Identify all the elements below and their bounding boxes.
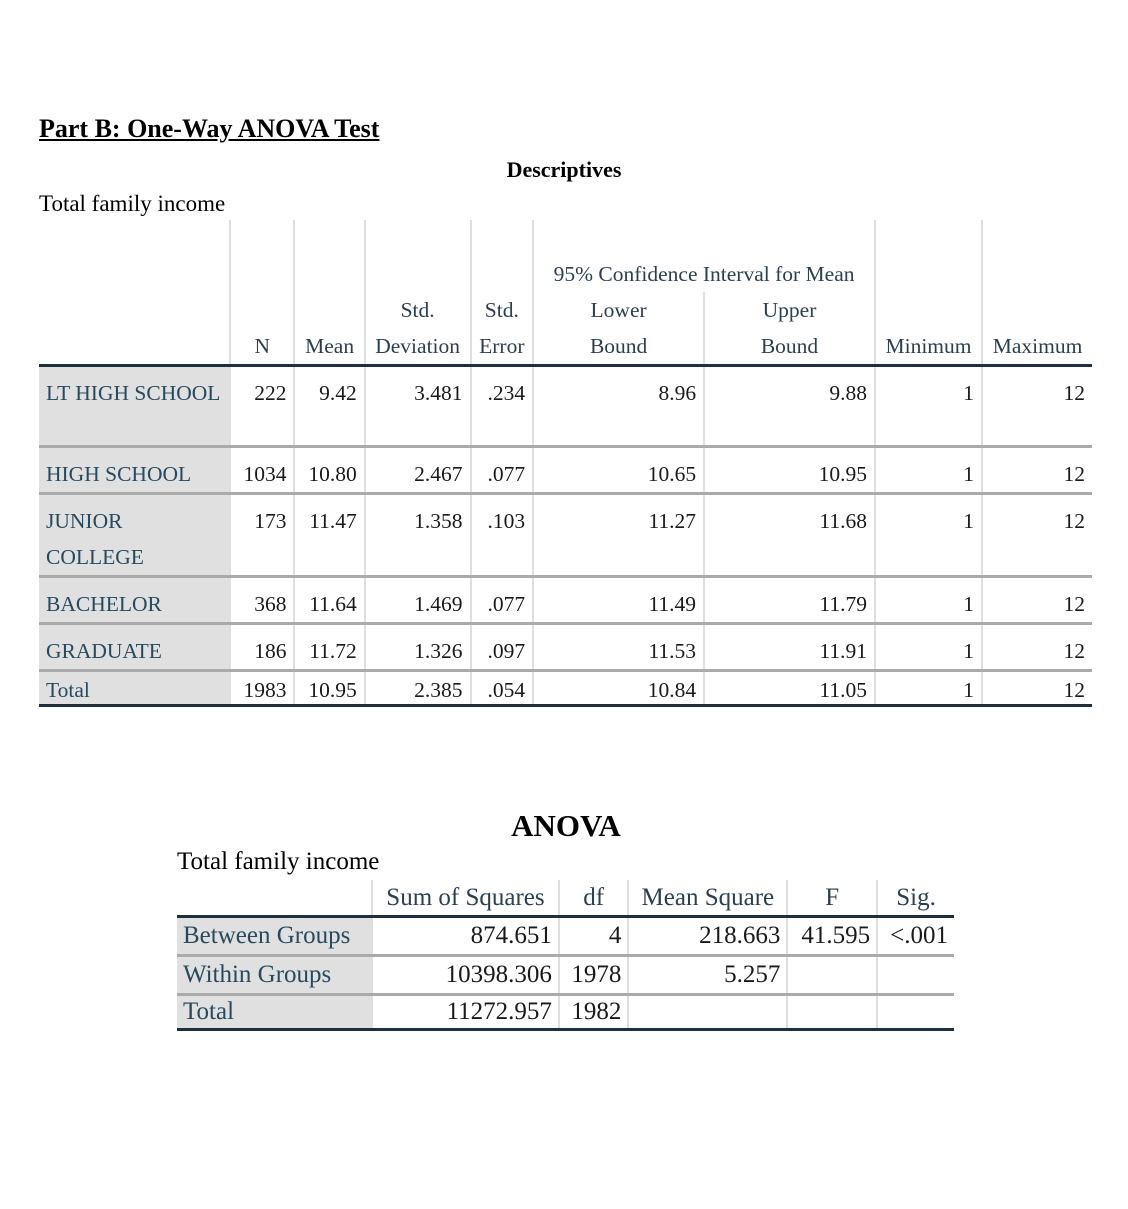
header-ci-group: 95% Confidence Interval for Mean	[533, 220, 875, 292]
cell-n: 186	[230, 624, 294, 671]
cell-lower: 11.27	[533, 494, 704, 577]
anova-table	[177, 880, 954, 1031]
cell-min: 1	[875, 624, 982, 671]
cell-min: 1	[875, 494, 982, 577]
cell-max: 12	[982, 494, 1092, 577]
cell-df: 4	[559, 917, 628, 956]
table-row-total	[177, 995, 954, 1030]
row-label: HIGH SCHOOL	[39, 447, 230, 494]
cell-std-dev: 3.481	[365, 366, 471, 447]
header-std-err-top: Std.	[471, 292, 534, 328]
header-minimum: Minimum	[875, 328, 982, 366]
cell-upper: 11.79	[704, 577, 875, 624]
descriptives-title: Descriptives	[506, 157, 622, 182]
descriptives-variable-label: Total family income	[39, 191, 226, 216]
cell-max: 12	[982, 447, 1092, 494]
cell-upper: 11.91	[704, 624, 875, 671]
cell-std-dev: 1.358	[365, 494, 471, 577]
header-std-dev-top: Std.	[365, 292, 471, 328]
header-std-err-bottom: Error	[471, 328, 534, 366]
header-corner	[177, 880, 372, 917]
header-maximum: Maximum	[982, 328, 1092, 366]
header-mean-square: Mean Square	[628, 880, 787, 917]
anova-variable-label: Total family income	[177, 848, 380, 875]
cell-mean-square: 218.663	[628, 917, 787, 956]
cell-mean: 11.47	[294, 494, 364, 577]
header-mean: Mean	[294, 328, 364, 366]
header-std-dev-bottom: Deviation	[365, 328, 471, 366]
table-row	[39, 494, 1092, 577]
table-row	[39, 624, 1092, 671]
cell-sum-of-squares: 11272.957	[372, 995, 559, 1030]
header-upper-bottom: Bound	[704, 328, 875, 366]
table-row	[39, 366, 1092, 447]
cell-n: 1034	[230, 447, 294, 494]
cell-upper: 10.95	[704, 447, 875, 494]
cell-mean: 11.72	[294, 624, 364, 671]
cell-mean-square	[628, 995, 787, 1030]
cell-mean: 11.64	[294, 577, 364, 624]
cell-f	[787, 956, 877, 995]
cell-mean: 10.95	[294, 671, 364, 706]
cell-n: 1983	[230, 671, 294, 706]
cell-mean: 10.80	[294, 447, 364, 494]
row-label: LT HIGH SCHOOL	[39, 366, 230, 447]
cell-upper: 9.88	[704, 366, 875, 447]
cell-mean-square: 5.257	[628, 956, 787, 995]
header-df: df	[559, 880, 628, 917]
table-row	[177, 917, 954, 956]
cell-std-err: .097	[471, 624, 534, 671]
cell-lower: 10.84	[533, 671, 704, 706]
cell-std-dev: 2.385	[365, 671, 471, 706]
cell-std-err: .077	[471, 577, 534, 624]
table-row	[39, 577, 1092, 624]
anova-title: ANOVA	[511, 808, 621, 843]
cell-max: 12	[982, 577, 1092, 624]
cell-std-err: .103	[471, 494, 534, 577]
cell-n: 173	[230, 494, 294, 577]
row-label: BACHELOR	[39, 577, 230, 624]
cell-f	[787, 995, 877, 1030]
table-row	[177, 956, 954, 995]
cell-lower: 8.96	[533, 366, 704, 447]
cell-sum-of-squares: 10398.306	[372, 956, 559, 995]
cell-max: 12	[982, 671, 1092, 706]
row-label: JUNIOR COLLEGE	[39, 494, 230, 577]
cell-std-dev: 1.469	[365, 577, 471, 624]
cell-df: 1982	[559, 995, 628, 1030]
header-sum-of-squares: Sum of Squares	[372, 880, 559, 917]
page-heading: Part B: One-Way ANOVA Test	[39, 114, 380, 143]
cell-sig	[877, 956, 954, 995]
row-label: Between Groups	[177, 917, 372, 956]
descriptives-table	[39, 220, 1092, 707]
cell-upper: 11.68	[704, 494, 875, 577]
cell-sig: <.001	[877, 917, 954, 956]
row-label: Total	[39, 671, 230, 706]
cell-std-err: .054	[471, 671, 534, 706]
cell-f: 41.595	[787, 917, 877, 956]
header-f: F	[787, 880, 877, 917]
row-label: Within Groups	[177, 956, 372, 995]
cell-lower: 11.53	[533, 624, 704, 671]
cell-max: 12	[982, 366, 1092, 447]
cell-std-err: .234	[471, 366, 534, 447]
cell-min: 1	[875, 366, 982, 447]
cell-lower: 11.49	[533, 577, 704, 624]
cell-sig	[877, 995, 954, 1030]
cell-n: 368	[230, 577, 294, 624]
cell-min: 1	[875, 577, 982, 624]
cell-mean: 9.42	[294, 366, 364, 447]
header-n: N	[230, 328, 294, 366]
table-row	[39, 447, 1092, 494]
cell-max: 12	[982, 624, 1092, 671]
header-lower-bottom: Bound	[533, 328, 704, 366]
header-upper-top: Upper	[704, 292, 875, 328]
cell-lower: 10.65	[533, 447, 704, 494]
header-lower-top: Lower	[533, 292, 704, 328]
cell-min: 1	[875, 671, 982, 706]
cell-df: 1978	[559, 956, 628, 995]
cell-min: 1	[875, 447, 982, 494]
row-label: GRADUATE	[39, 624, 230, 671]
header-sig: Sig.	[877, 880, 954, 917]
table-row-total	[39, 671, 1092, 706]
cell-std-err: .077	[471, 447, 534, 494]
cell-std-dev: 2.467	[365, 447, 471, 494]
cell-std-dev: 1.326	[365, 624, 471, 671]
row-label: Total	[177, 995, 372, 1030]
cell-n: 222	[230, 366, 294, 447]
header-corner	[39, 220, 230, 256]
cell-upper: 11.05	[704, 671, 875, 706]
cell-sum-of-squares: 874.651	[372, 917, 559, 956]
